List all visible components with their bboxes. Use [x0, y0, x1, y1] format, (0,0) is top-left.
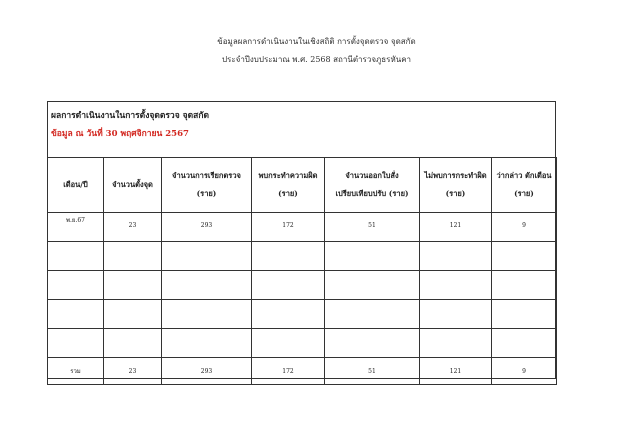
cell-checkpoints: 23	[104, 213, 162, 242]
header-no-offense: ไม่พบการกระทำผิด (ราย)	[420, 158, 492, 213]
results-table	[47, 157, 557, 385]
header-offenses-found: พบกระทำความผิด (ราย)	[252, 158, 325, 213]
cell-month: พ.ย.67	[48, 213, 104, 242]
total-inspections: 293	[162, 358, 252, 385]
section-heading: ผลการดำเนินงานในการตั้งจุดตรวจ จุดสกัด	[51, 111, 209, 121]
total-tickets: 51	[325, 358, 420, 385]
document-title: ข้อมูลผลการดำเนินงานในเชิงสถิติ การตั้งจุดตรวจ จุดสกัด	[217, 37, 416, 46]
total-label: รวม	[48, 358, 104, 385]
empty-row	[48, 329, 557, 358]
cell-tickets: 51	[325, 213, 420, 242]
total-offenses: 172	[252, 358, 325, 385]
header-inspections: จำนวนการเรียกตรวจ (ราย)	[162, 158, 252, 213]
header-tickets-issued: จำนวนออกใบสั่ง เปรียบเทียบปรับ (ราย)	[325, 158, 420, 213]
empty-row	[48, 271, 557, 300]
cell-offenses: 172	[252, 213, 325, 242]
data-date-note: ข้อมูล ณ วันที่ 30 พฤศจิกายน 2567	[51, 129, 189, 139]
empty-row	[48, 242, 557, 271]
header-month-year: เดือน/ปี	[48, 158, 104, 213]
empty-row	[48, 300, 557, 329]
total-row	[48, 358, 557, 385]
cell-inspections: 293	[162, 213, 252, 242]
total-warnings: 9	[492, 358, 557, 385]
total-checkpoints: 23	[104, 358, 162, 385]
table-row	[48, 213, 557, 242]
header-warnings: ว่ากล่าว ตักเตือน (ราย)	[492, 158, 557, 213]
document-subtitle: ประจำปีงบประมาณ พ.ศ. 2568 สถานีตำรวจภูธรหันคา	[221, 55, 412, 64]
total-no-offense: 121	[420, 358, 492, 385]
header-checkpoint-count: จำนวนตั้งจุด	[104, 158, 162, 213]
cell-no-offense: 121	[420, 213, 492, 242]
table-header-row	[48, 158, 557, 213]
cell-warnings: 9	[492, 213, 557, 242]
